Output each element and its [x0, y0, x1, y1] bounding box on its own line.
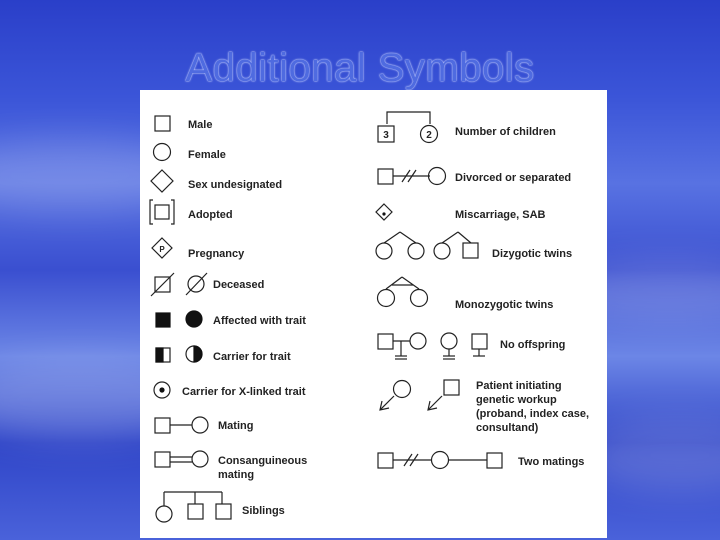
proband-symbol	[380, 380, 459, 410]
carrier-symbol	[156, 346, 202, 362]
label-consanguineous: Consanguineous	[218, 455, 308, 467]
label-no-offspring: No offspring	[500, 339, 566, 351]
affected-symbol	[156, 311, 202, 327]
symbols-panel	[140, 90, 607, 538]
label-female: Female	[188, 149, 226, 161]
pregnancy-p-mark: P	[159, 245, 165, 254]
label-deceased: Deceased	[213, 279, 265, 291]
label-proband-line1: Patient initiating	[476, 380, 562, 392]
label-adopted: Adopted	[188, 209, 233, 221]
label-miscarriage: Miscarriage, SAB	[455, 209, 546, 221]
child-count-female: 2	[426, 130, 432, 141]
label-dizygotic-twins: Dizygotic twins	[492, 248, 573, 260]
label-carrier: Carrier for trait	[213, 351, 291, 363]
dizygotic-twins-symbol	[376, 232, 478, 259]
miscarriage-symbol	[376, 204, 392, 220]
pregnancy-symbol	[152, 238, 172, 258]
label-affected: Affected with trait	[213, 315, 306, 327]
monozygotic-twins-symbol	[378, 277, 428, 307]
divorced-symbol	[378, 168, 446, 185]
label-number-of-children: Number of children	[455, 126, 556, 138]
label-sex-undesignated: Sex undesignated	[188, 179, 283, 191]
sex-undesignated-symbol	[151, 170, 173, 192]
number-of-children-symbol	[378, 112, 438, 143]
male-symbol	[155, 116, 170, 131]
pedigree-symbols-diagram	[140, 90, 607, 538]
deceased-symbol	[151, 273, 207, 296]
label-male: Male	[188, 119, 213, 131]
female-symbol	[154, 144, 171, 161]
label-mating: Mating	[218, 420, 254, 432]
two-matings-symbol	[378, 452, 502, 469]
child-count-male: 3	[383, 130, 389, 141]
label-proband-line3: (proband, index case,	[476, 408, 590, 420]
label-proband-line4: consultand)	[476, 422, 539, 434]
label-divorced: Divorced or separated	[455, 172, 572, 184]
consanguineous-mating-symbol	[155, 451, 208, 467]
siblings-symbol	[156, 492, 231, 522]
mating-symbol	[155, 417, 208, 433]
label-siblings: Siblings	[242, 505, 285, 517]
label-x-linked-carrier: Carrier for X-linked trait	[182, 386, 306, 398]
adopted-symbol	[150, 200, 174, 224]
label-monozygotic-twins: Monozygotic twins	[455, 299, 554, 311]
slide-title: Additional Symbols	[185, 46, 535, 90]
label-consanguineous-mating: mating	[218, 469, 255, 481]
no-offspring-symbol	[378, 333, 487, 359]
x-linked-carrier-symbol	[154, 382, 170, 398]
label-two-matings: Two matings	[518, 456, 585, 468]
label-proband-line2: genetic workup	[476, 394, 557, 406]
label-pregnancy: Pregnancy	[188, 248, 245, 260]
